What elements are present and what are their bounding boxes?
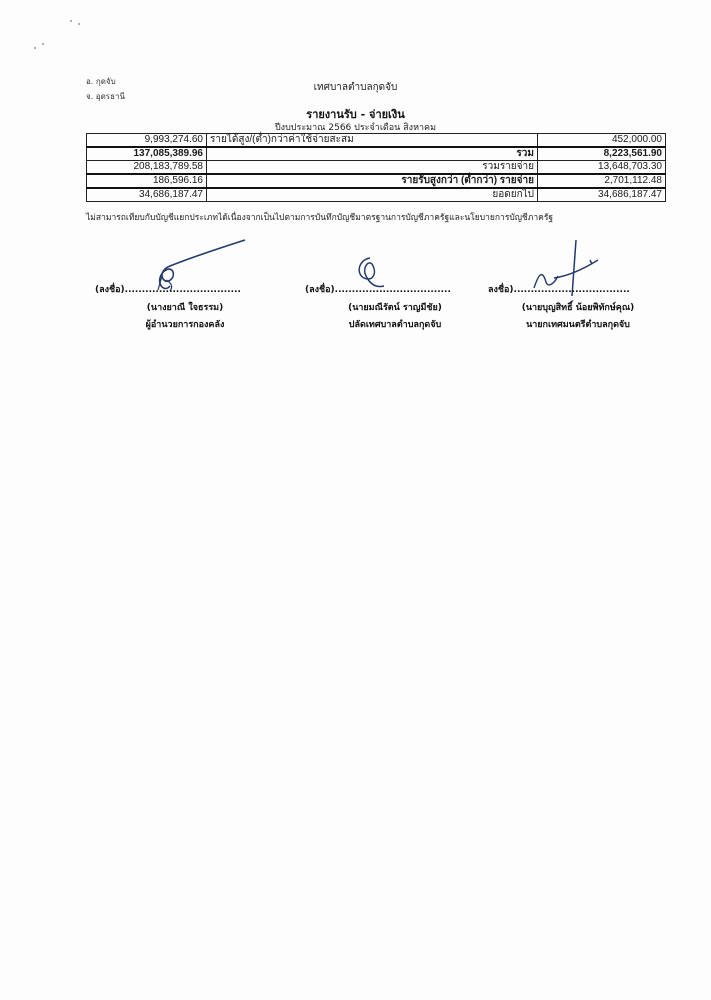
signer-name: (นางยาณี ใจธรรม) [146, 303, 224, 313]
report-table [86, 133, 666, 202]
row-label: รวมรายจ่าย [207, 161, 538, 175]
signature-block-mayor [488, 282, 668, 331]
signer-name: (นายบุญสิทธิ์ น้อยพิทักษ์คุณ) [521, 303, 635, 313]
report-subtitle: ปีงบประมาณ 2566 ประจำเดือน สิงหาคม [274, 123, 437, 133]
signature-line: (ลงชื่อ).................................. [305, 285, 451, 295]
scan-speck [78, 23, 80, 25]
organization-name: เทศบาลตำบลกุดจับ [313, 82, 398, 93]
prior-value: 34,686,187.47 [87, 188, 207, 202]
current-value: 8,223,561.90 [538, 147, 666, 161]
signature-line: ลงชื่อ).................................. [488, 285, 630, 295]
row-label: รายรับสูงกว่า (ต่ำกว่า) รายจ่าย [207, 174, 538, 188]
current-value: 34,686,187.47 [538, 188, 666, 202]
table-row [87, 147, 666, 161]
table-row [87, 174, 666, 188]
reconciliation-note: ไม่สามารถเทียบกับบัญชีแยกประเภทได้เนื่องจากเป็นไปตามการบันทึกบัญชีมาตรฐานการบัญชีภาครัฐและนโยบายการบัญชีภาครัฐ [86, 213, 554, 223]
table-row [87, 161, 666, 175]
report-title: รายงานรับ - จ่ายเงิน [306, 108, 405, 121]
scan-speck [70, 20, 72, 22]
signature-line: (ลงชื่อ).................................. [95, 285, 241, 295]
prior-value: 208,183,789.58 [87, 161, 207, 175]
signer-name: (นายมณีรัตน์ ราญมีชัย) [348, 303, 442, 313]
current-value: 2,701,112.48 [538, 174, 666, 188]
row-label: รายได้สูง/(ต่ำ)กว่าค่าใช้จ่ายสะสม [207, 134, 538, 148]
district-label: อ. กุดจับ [86, 77, 116, 86]
signer-position: นายกเทศมนตรีตำบลกุดจับ [526, 320, 630, 330]
province-label: จ. อุดรธานี [86, 92, 125, 101]
prior-value: 9,993,274.60 [87, 134, 207, 148]
signature-block-clerk [305, 282, 485, 331]
signature-block-finance [95, 282, 275, 331]
scan-speck [34, 47, 36, 49]
current-value: 452,000.00 [538, 134, 666, 148]
row-label: รวม [207, 147, 538, 161]
table-row [87, 188, 666, 202]
current-value: 13,648,703.30 [538, 161, 666, 175]
signer-position: ผู้อำนวยการกองคลัง [145, 320, 225, 330]
signer-position: ปลัดเทศบาลตำบลกุดจับ [348, 320, 442, 330]
row-label: ยอดยกไป [207, 188, 538, 202]
scan-speck [42, 43, 44, 45]
table-row [87, 134, 666, 148]
prior-value: 186,596.16 [87, 174, 207, 188]
prior-value: 137,085,389.96 [87, 147, 207, 161]
